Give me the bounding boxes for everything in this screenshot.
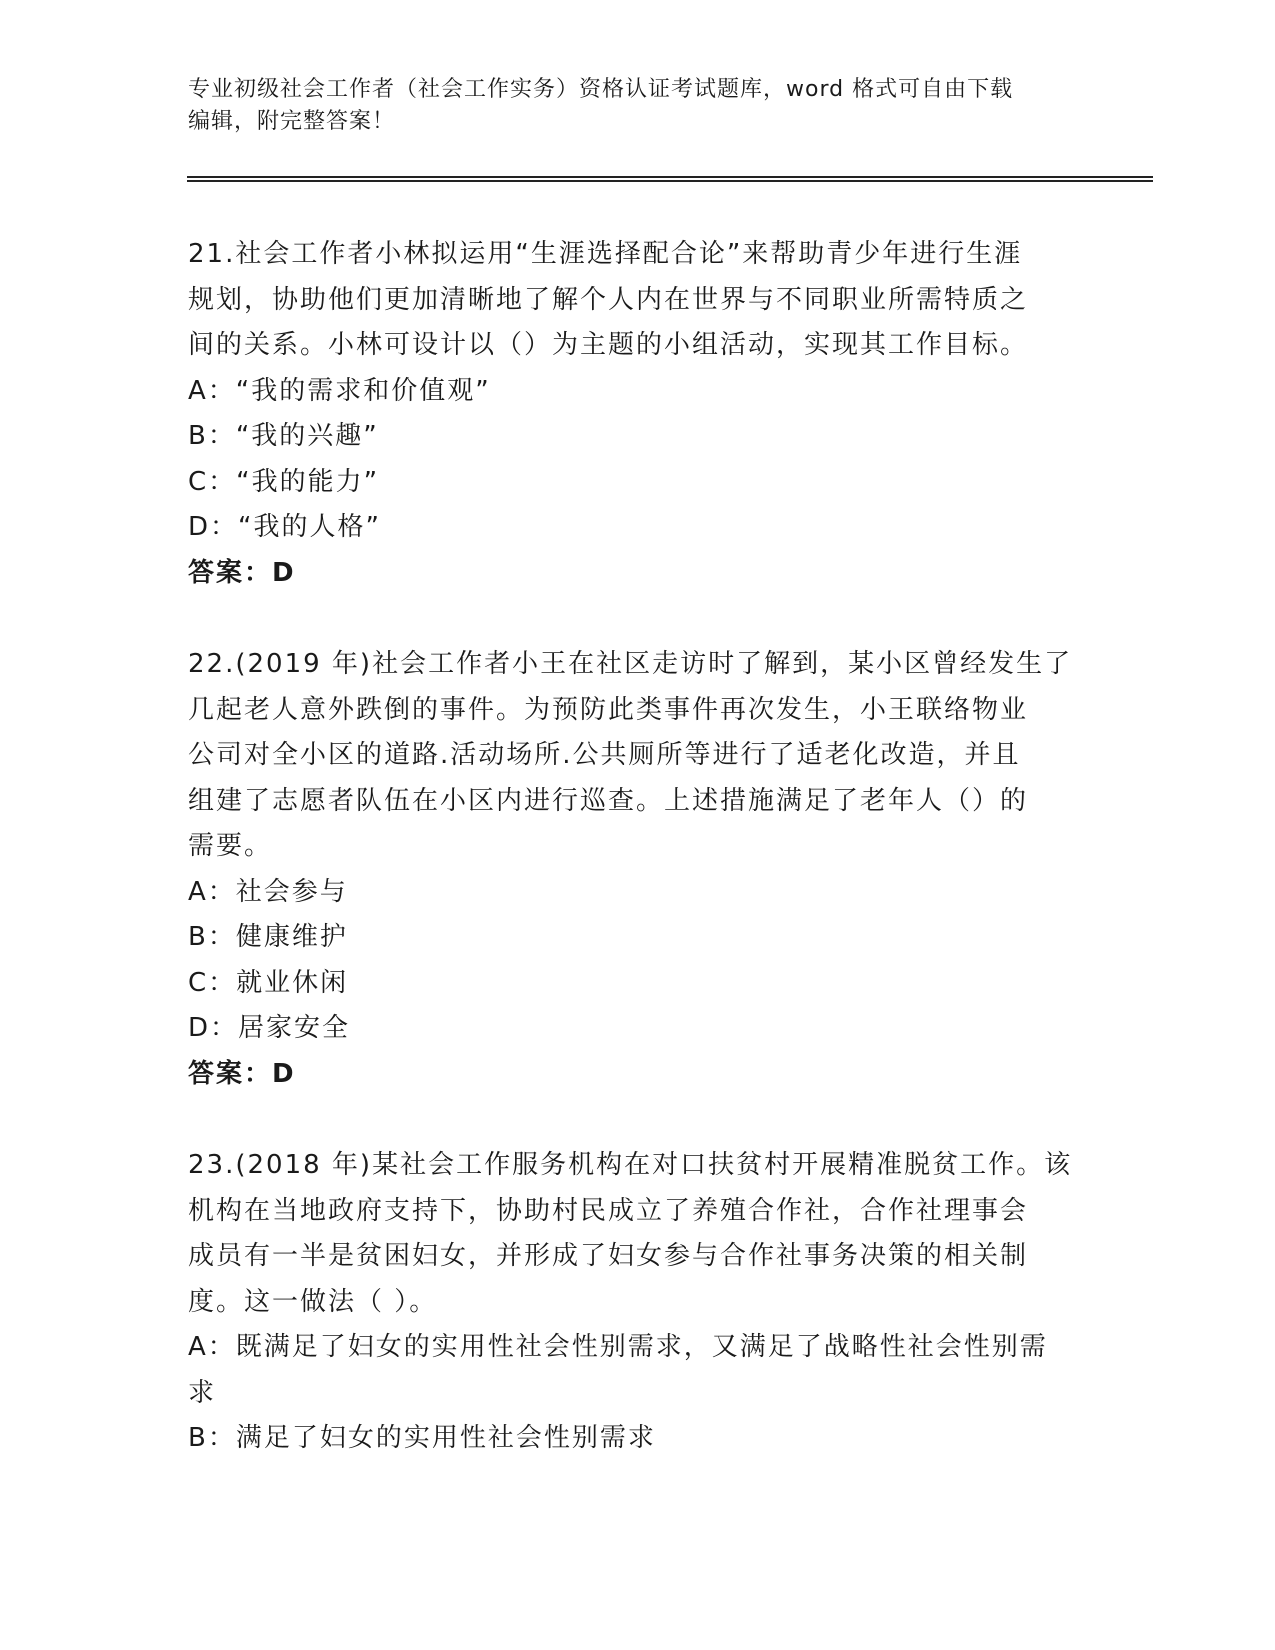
header-double-rule: [187, 176, 1153, 182]
option-a: A：既满足了妇女的实用性社会性别需求，又满足了战略性社会性别需: [188, 1332, 1048, 1362]
question-22: [188, 642, 1088, 1097]
question-stem-line: 22.(2019 年)社会工作者小王在社区走访时了解到，某小区曾经发生了: [188, 649, 1073, 679]
option-b: B：健康维护: [188, 922, 348, 952]
header-line: 编辑，附完整答案！: [188, 109, 396, 134]
option-b: B：“我的兴趣”: [188, 421, 379, 451]
answer-line: 答案：D: [188, 1058, 296, 1089]
header-line: 专业初级社会工作者（社会工作实务）资格认证考试题库，word 格式可自由下载: [188, 77, 1014, 102]
option-a: A：社会参与: [188, 876, 348, 907]
question-stem-line: 规划，协助他们更加清晰地了解个人内在世界与不同职业所需特质之: [188, 284, 1029, 315]
option-c: C：“我的能力”: [188, 466, 380, 497]
question-23: [188, 1143, 1088, 1462]
option-d: D：“我的人格”: [188, 512, 381, 542]
option-d: D：居家安全: [188, 1013, 351, 1043]
question-stem-line: 21.社会工作者小林拟运用“生涯选择配合论”来帮助青少年进行生涯: [188, 239, 1023, 269]
answer-line: 答案：D: [188, 557, 296, 588]
question-stem-line: 需要。: [188, 831, 273, 861]
question-stem-line: 间的关系。小林可设计以（）为主题的小组活动，实现其工作目标。: [188, 330, 1029, 360]
question-stem-line: 公司对全小区的道路.活动场所.公共厕所等进行了适老化改造，并且: [188, 740, 1021, 770]
question-stem-line: 度。这一做法（ ）。: [188, 1286, 438, 1317]
question-list: [188, 232, 1088, 1462]
question-stem-line: 几起老人意外跌倒的事件。为预防此类事件再次发生，小王联络物业: [188, 694, 1029, 725]
question-stem-line: 组建了志愿者队伍在小区内进行巡查。上述措施满足了老年人（）的: [188, 785, 1029, 816]
option-c: C：就业休闲: [188, 967, 349, 998]
option-a: A：“我的需求和价值观”: [188, 375, 491, 406]
option-b: B：满足了妇女的实用性社会性别需求: [188, 1423, 656, 1453]
option-a-continued: 求: [188, 1377, 217, 1408]
question-stem-line: 23.(2018 年)某社会工作服务机构在对口扶贫村开展精准脱贫工作。该: [188, 1150, 1073, 1180]
question-21: [188, 232, 1088, 596]
question-stem-line: 成员有一半是贫困妇女，并形成了妇女参与合作社事务决策的相关制: [188, 1241, 1029, 1271]
question-stem-line: 机构在当地政府支持下，协助村民成立了养殖合作社，合作社理事会: [188, 1195, 1029, 1226]
document-header: [188, 74, 1068, 138]
